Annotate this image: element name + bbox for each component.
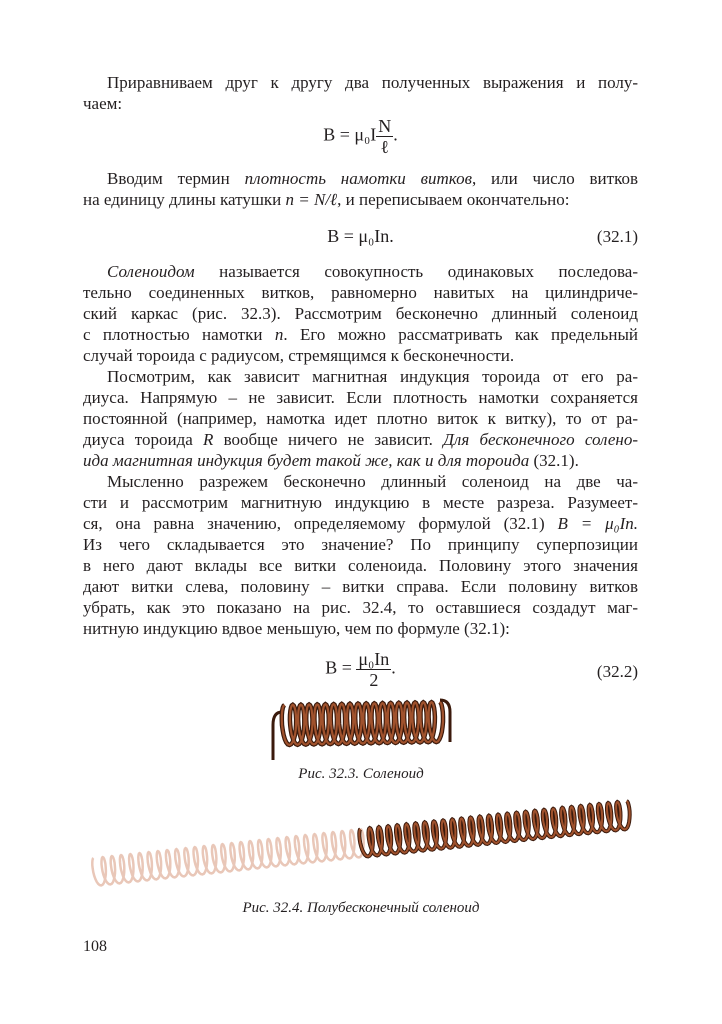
italic-text: Соленоидом [107,262,195,281]
denominator: ℓ [380,137,390,157]
text-run: Из чего складывается это значение? По принципу суперпозиции [83,535,638,554]
text-run: называется совокупность одинаковых последова- [194,262,638,281]
text-run: постоянной (например, намотка идет плотно виток к витку), то от ра- [83,409,638,428]
text-run: на единицу длины катушки [83,190,286,209]
formula-lhs: B = μ₀I [323,124,377,145]
text-run: . Его можно рассматривать как предельный [283,325,639,344]
text-run: , и переписываем окончательно: [337,190,570,209]
figure-caption-32-4: Рис. 32.4. Полубесконечный соленоид [242,900,480,916]
text-run: нитную индукцию вдвое меньшую, чем по формуле (32.1): [83,619,510,638]
formula-expression: B = μ₀In. [327,226,394,246]
coil-wire [92,829,363,885]
text-run: Вводим термин [107,169,245,188]
solenoid-illustration [273,700,450,760]
text-run: сти и рассмотрим магнитную индукцию в месте разреза. Разумеет- [83,493,638,512]
italic-text: ида магнитная индукция будет такой же, как и для тороида [83,451,530,470]
inline-formula: B = μ₀In. [557,514,638,533]
formula-end: . [391,657,396,678]
denominator: 2 [369,670,379,690]
figure-caption-32-3: Рис. 32.3. Соленоид [298,766,424,782]
italic-text: n [274,325,284,344]
equation-number: (32.1) [596,227,638,246]
italic-text: Для бесконечного солено- [443,430,638,449]
semi-infinite-solenoid-illustration [92,801,629,885]
text-run: с плотностью намотки [83,325,275,344]
text-run: диуса тороида [83,430,203,449]
text-run: убрать, как это показано на рис. 32.4, то оставшиеся создадут маг- [83,598,638,617]
text-run: Посмотрим, как зависит магнитная индукция тороида от его ра- [107,367,638,386]
text-run: ся, она равна значению, определяемому формулой (32.1) [83,514,558,533]
text-run: в него дают вклады все витки соленоида. Половину этого значения [83,556,638,575]
coil-wire [359,801,629,856]
text-run: чаем: [83,94,123,113]
italic-text: R [202,430,214,449]
text-run: вообще ничего не зависит. [213,430,444,449]
text-run: тельно соединенных витков, равномерно навитых на цилиндриче- [83,283,638,302]
inline-formula: n = N/ℓ [285,190,338,209]
formula-end: . [393,124,398,145]
numerator: N [378,116,392,136]
text-run: (32.1). [529,451,579,470]
text-run: случай тороида с радиусом, стремящимся к бесконечности. [83,346,515,365]
text-run: диуса. Напрямую – не зависит. Если плотность намотки сохраняется [83,388,638,407]
formula-lhs: B = [325,657,357,678]
text-run: , или число витков [471,169,639,188]
text-run: Мысленно разрежем бесконечно длинный соленоид на две ча- [107,472,638,491]
text-run: Приравниваем друг к другу два полученных выражения и полу- [107,73,638,92]
text-run: ский каркас (рис. 32.3). Рассмотрим бесконечно длинный соленоид [83,304,638,323]
text-run: дают витки слева, половину – витки справа. Если половину витков [83,577,638,596]
italic-text: плотность намотки витков [244,169,472,188]
equation-number: (32.2) [596,662,638,681]
numerator: μ₀In [358,649,390,669]
page-number: 108 [83,938,107,955]
